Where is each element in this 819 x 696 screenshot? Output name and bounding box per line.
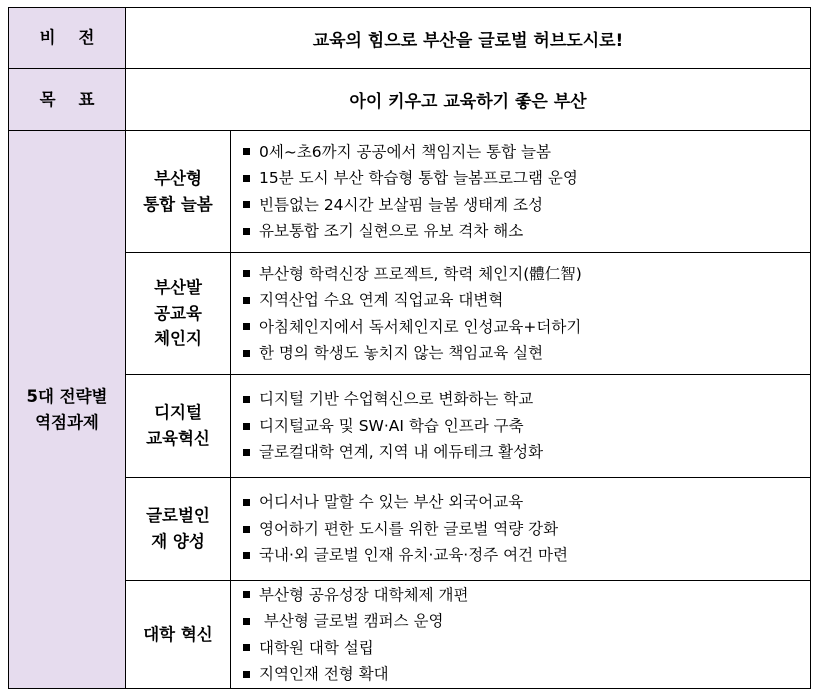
vision-label: 비 전 [8, 7, 126, 69]
list-item: 빈틈없는 24시간 보살핌 늘봄 생태계 조성 [243, 192, 578, 219]
square-bullet-icon [243, 228, 250, 235]
square-bullet-icon [243, 297, 250, 304]
list-item: 부산형 공유성장 대학체제 개편 [243, 582, 468, 609]
square-bullet-icon [243, 552, 250, 559]
group-title: 디지털 교육혁신 [125, 374, 231, 478]
list-item: 15분 도시 부산 학습형 통합 늘봄프로그램 운영 [243, 165, 578, 192]
list-item: 디지털교육 및 SW·AI 학습 인프라 구축 [243, 413, 543, 440]
list-item: 대학원 대학 설립 [243, 635, 468, 662]
square-bullet-icon [243, 449, 250, 456]
square-bullet-icon [243, 323, 250, 330]
square-bullet-icon [243, 499, 250, 506]
strategy-table [8, 7, 811, 689]
group-title: 대학 혁신 [125, 580, 231, 689]
list-item: 아침체인지에서 독서체인지로 인성교육+더하기 [243, 314, 582, 341]
group-items [230, 130, 811, 253]
group-items [230, 374, 811, 478]
list-item: 부산형 학력신장 프로젝트, 학력 체인지(體仁智) [243, 261, 582, 288]
group-title: 부산형 통합 늘봄 [125, 130, 231, 253]
list-item: 국내·외 글로벌 인재 유치·교육·정주 여건 마련 [243, 542, 568, 569]
square-bullet-icon [243, 175, 250, 182]
goal-label: 목 표 [8, 68, 126, 131]
square-bullet-icon [243, 148, 250, 155]
list-item: 지역인재 전형 확대 [243, 661, 468, 688]
square-bullet-icon [243, 644, 250, 651]
list-item: 지역산업 수요 연계 직업교육 대변혁 [243, 287, 582, 314]
square-bullet-icon [243, 618, 250, 625]
list-item: 글로컬대학 연계, 지역 내 에듀테크 활성화 [243, 439, 543, 466]
list-item: 영어하기 편한 도시를 위한 글로벌 역량 강화 [243, 516, 568, 543]
list-item: 어디서나 말할 수 있는 부산 외국어교육 [243, 489, 568, 516]
list-item: 유보통합 조기 실현으로 유보 격차 해소 [243, 218, 578, 245]
group-items [230, 477, 811, 581]
tasks-label: 5대 전략별 역점과제 [8, 130, 126, 689]
list-item: 부산형 글로벌 캠퍼스 운영 [243, 608, 468, 635]
square-bullet-icon [243, 270, 250, 277]
square-bullet-icon [243, 591, 250, 598]
group-items [230, 252, 811, 375]
group-items [230, 580, 811, 689]
square-bullet-icon [243, 423, 250, 430]
square-bullet-icon [243, 201, 250, 208]
group-title: 글로벌인 재 양성 [125, 477, 231, 581]
square-bullet-icon [243, 671, 250, 678]
square-bullet-icon [243, 350, 250, 357]
vision-text: 교육의 힘으로 부산을 글로벌 허브도시로! [125, 7, 811, 69]
list-item: 0세~초6까지 공공에서 책임지는 통합 늘봄 [243, 139, 578, 166]
list-item: 디지털 기반 수업혁신으로 변화하는 학교 [243, 386, 543, 413]
square-bullet-icon [243, 526, 250, 533]
list-item: 한 명의 학생도 놓치지 않는 책임교육 실현 [243, 340, 582, 367]
group-title: 부산발 공교육 체인지 [125, 252, 231, 375]
goal-text: 아이 키우고 교육하기 좋은 부산 [125, 68, 811, 131]
square-bullet-icon [243, 396, 250, 403]
